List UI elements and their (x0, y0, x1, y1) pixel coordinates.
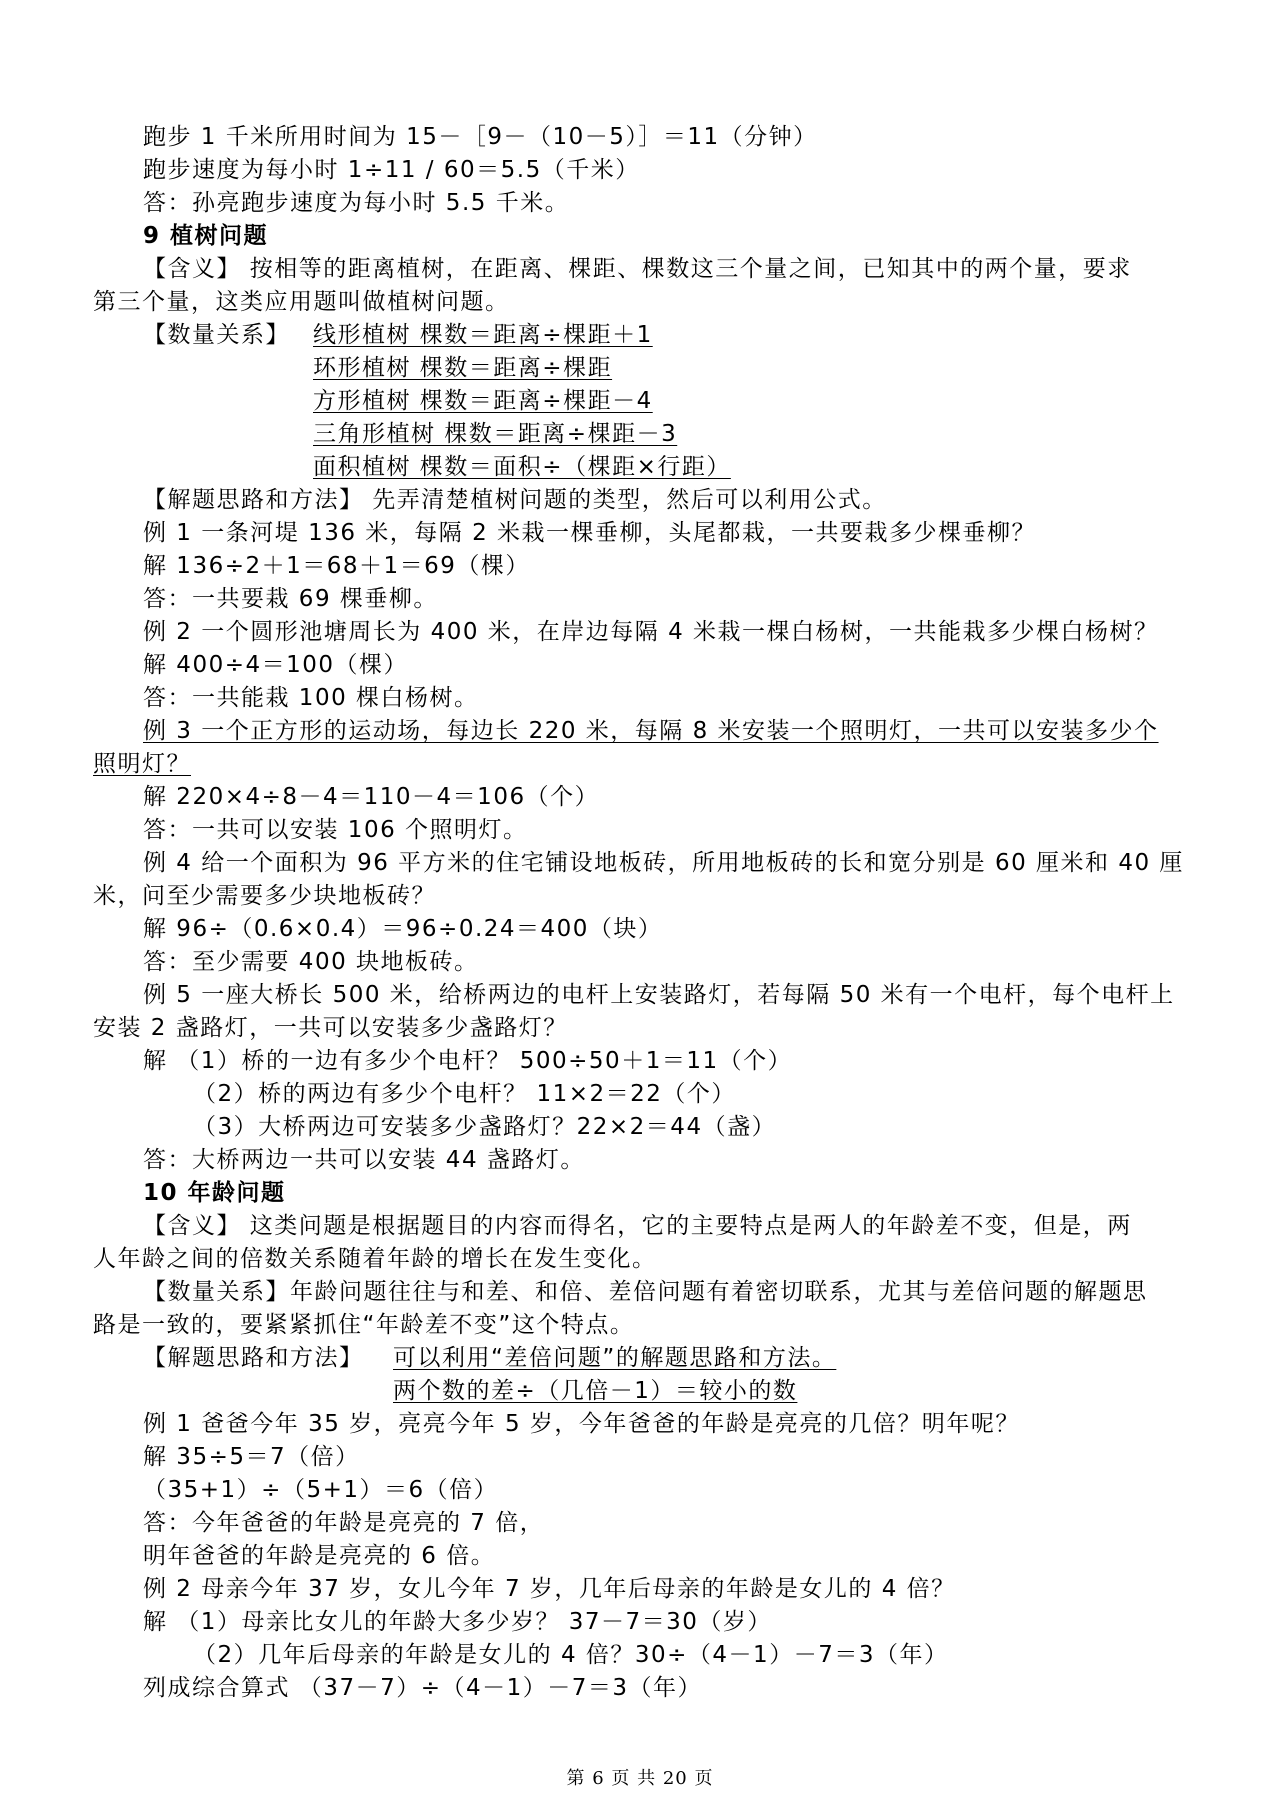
text-line: 答：今年爸爸的年龄是亮亮的 7 倍， (143, 1510, 545, 1536)
text-line: 【含义】 这类问题是根据题目的内容而得名，它的主要特点是两人的年龄差不变，但是，两 (143, 1213, 1132, 1239)
text-line: 解 220×4÷8－4＝110－4＝106（个） (143, 784, 600, 810)
formula-line: 面积植树 棵数＝面积÷（棵距×行距） (313, 454, 731, 480)
text-line: 跑步速度为每小时 1÷11 / 60＝5.5（千米） (143, 157, 640, 183)
text-line: 例 5 一座大桥长 500 米，给桥两边的电杆上安装路灯，若每隔 50 米有一个电杆，每个电杆上 (143, 982, 1175, 1008)
section-heading: 9 植树问题 (143, 223, 269, 249)
text-line: 例 1 爸爸今年 35 岁，亮亮今年 5 岁，今年爸爸的年龄是亮亮的几倍？明年呢？ (143, 1411, 1020, 1437)
text-line: 第三个量，这类应用题叫做植树问题。 (93, 289, 510, 315)
text-line: 例 2 一个圆形池塘周长为 400 米，在岸边每隔 4 米栽一棵白杨树，一共能栽多少棵白杨树？ (143, 619, 1159, 645)
text-line: 安装 2 盏路灯，一共可以安装多少盏路灯？ (93, 1015, 568, 1041)
text-line: 答：一共可以安装 106 个照明灯。 (143, 817, 528, 843)
quantity-relation-label: 【数量关系】 (143, 322, 290, 348)
text-line: 照明灯？ (93, 751, 191, 777)
text-line: 人年龄之间的倍数关系随着年龄的增长在发生变化。 (93, 1246, 657, 1272)
text-line: 列成综合算式 （37－7）÷（4－1）－7＝3（年） (143, 1675, 703, 1701)
text-line: 答：至少需要 400 块地板砖。 (143, 949, 479, 975)
text-line: 解 （1）母亲比女儿的年龄大多少岁？ 37－7＝30（岁） (143, 1609, 772, 1635)
text-line: 跑步 1 千米所用时间为 15－［9－（10－5）］＝11（分钟） (143, 124, 818, 150)
text-line: 例 2 母亲今年 37 岁，女儿今年 7 岁，几年后母亲的年龄是女儿的 4 倍？ (143, 1576, 956, 1602)
text-line: 解 400÷4＝100（棵） (143, 652, 409, 678)
formula-line: 环形植树 棵数＝距离÷棵距 (313, 355, 613, 381)
text-line: 答：一共要栽 69 棵垂柳。 (143, 586, 438, 612)
page-number-footer: 第 6 页 共 20 页 (566, 1768, 714, 1789)
text-line: 解 （1）桥的一边有多少个电杆？ 500÷50＋1＝11（个） (143, 1048, 793, 1074)
text-line: （3）大桥两边可安装多少盏路灯？22×2＝44（盏） (193, 1114, 777, 1140)
text-line: 解 136÷2＋1＝68＋1＝69（棵） (143, 553, 530, 579)
section-heading: 10 年龄问题 (143, 1180, 286, 1206)
text-line: 【数量关系】年龄问题往往与和差、和倍、差倍问题有着密切联系，尤其与差倍问题的解题思 (143, 1279, 1148, 1305)
text-line: 米，问至少需要多少块地板砖？ (93, 883, 436, 909)
formula-line: 线形植树 棵数＝距离÷棵距＋1 (313, 322, 653, 348)
text-line: （2）几年后母亲的年龄是女儿的 4 倍？30÷（4－1）－7＝3（年） (193, 1642, 949, 1668)
text-line: 例 3 一个正方形的运动场，每边长 220 米，每隔 8 米安装一个照明灯，一共可以安装多少个 (143, 718, 1159, 744)
formula-line: 三角形植树 棵数＝距离÷棵距－3 (313, 421, 678, 447)
formula-line: 方形植树 棵数＝距离÷棵距－4 (313, 388, 653, 414)
text-line: 答：孙亮跑步速度为每小时 5.5 千米。 (143, 190, 570, 216)
text-line: 【含义】 按相等的距离植树，在距离、棵距、棵数这三个量之间，已知其中的两个量，要求 (143, 256, 1132, 282)
text-line: 路是一致的，要紧紧抓住“年龄差不变”这个特点。 (93, 1312, 635, 1338)
text-line: 答：一共能栽 100 棵白杨树。 (143, 685, 479, 711)
method-label: 【解题思路和方法】 (143, 1345, 364, 1371)
text-line: 解 35÷5＝7（倍） (143, 1444, 360, 1470)
text-line: （35+1）÷（5+1）＝6（倍） (143, 1477, 499, 1503)
text-line: （2）桥的两边有多少个电杆？ 11×2＝22（个） (193, 1081, 736, 1107)
text-line: 【解题思路和方法】 先弄清楚植树问题的类型，然后可以利用公式。 (143, 487, 887, 513)
text-line: 答：大桥两边一共可以安装 44 盏路灯。 (143, 1147, 585, 1173)
formula-line: 两个数的差÷（几倍－1）＝较小的数 (393, 1378, 798, 1404)
method-text: 可以利用“差倍问题”的解题思路和方法。 (393, 1345, 837, 1371)
text-line: 解 96÷（0.6×0.4）＝96÷0.24＝400（块） (143, 916, 663, 942)
text-line: 例 4 给一个面积为 96 平方米的住宅铺设地板砖，所用地板砖的长和宽分别是 60 厘米和 40 厘 (143, 850, 1184, 876)
text-line: 例 1 一条河堤 136 米，每隔 2 米栽一棵垂柳，头尾都栽，一共要栽多少棵垂柳？ (143, 520, 1037, 546)
text-line: 明年爸爸的年龄是亮亮的 6 倍。 (143, 1543, 496, 1569)
